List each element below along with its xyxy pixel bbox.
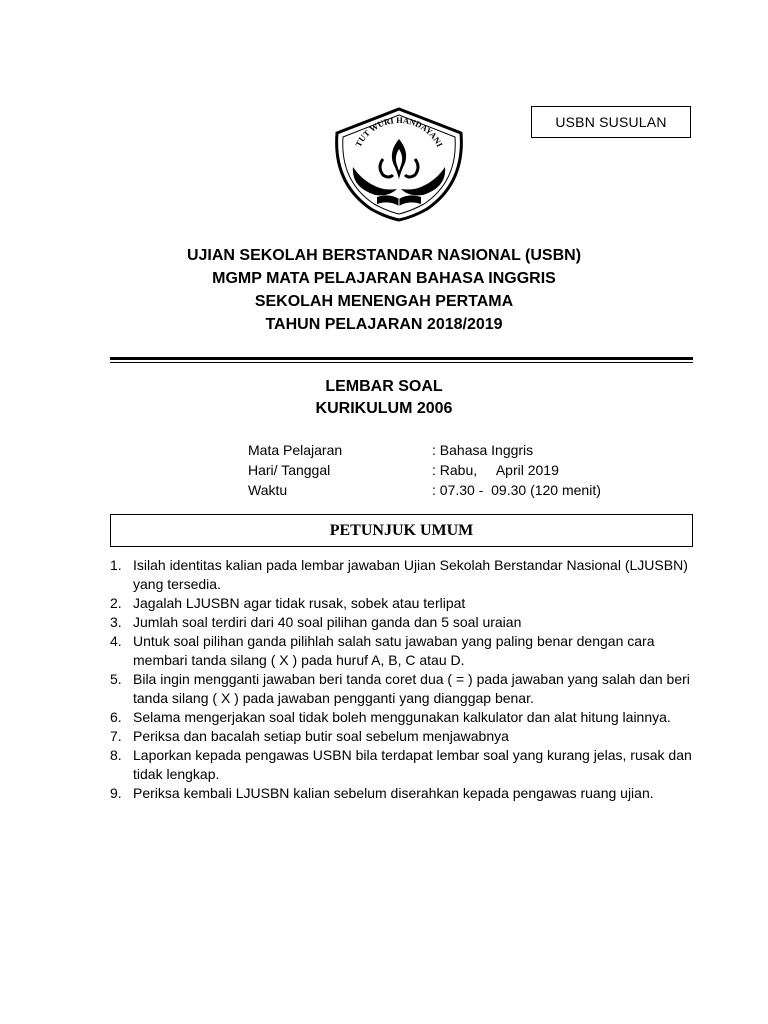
header-line-1: UJIAN SEKOLAH BERSTANDAR NASIONAL (USBN) [186, 247, 582, 264]
item-text: Isilah identitas kalian pada lembar jawaban Ujian Sekolah Berstandar Nasional (LJUSBN) yang tersedia. [133, 557, 688, 592]
date-value: : Rabu, April 2019 [432, 462, 559, 478]
sheet-title: LEMBAR SOAL [325, 378, 443, 395]
instructions-list [110, 556, 695, 803]
item-text: Jagalah LJUSBN agar tidak rusak, sobek atau terlipat [133, 595, 466, 611]
time-label: Waktu [248, 482, 288, 498]
time-value: : 07.30 - 09.30 (120 menit) [432, 482, 601, 498]
info-row-time [248, 480, 601, 500]
list-item [110, 727, 695, 746]
item-text: Jumlah soal terdiri dari 40 soal pilihan ganda dan 5 soal uraian [133, 614, 522, 630]
item-number: 1. [110, 557, 122, 573]
item-text: Periksa kembali LJUSBN kalian sebelum diserahkan kepada pengawas ruang ujian. [133, 785, 654, 801]
list-item [110, 746, 695, 784]
exam-info-table [248, 440, 601, 500]
item-text: Laporkan kepada pengawas USBN bila terdapat lembar soal yang kurang jelas, rusak dan tidak lengkap. [133, 747, 692, 782]
date-label: Hari/ Tanggal [248, 462, 331, 478]
info-row-date [248, 460, 601, 480]
header-line-3: SEKOLAH MENENGAH PERTAMA [254, 293, 514, 310]
item-text: Selama mengerjakan soal tidak boleh menggunakan kalkulator dan alat hitung lainnya. [133, 709, 671, 725]
item-number: 6. [110, 709, 122, 725]
header-line-2: MGMP MATA PELAJARAN BAHASA INGGRIS [212, 270, 556, 287]
badge-label: USBN SUSULAN [555, 114, 667, 130]
tut-wuri-handayani-logo [331, 105, 467, 223]
list-item [110, 556, 695, 594]
general-instructions-heading [110, 514, 693, 547]
item-text: Periksa dan bacalah setiap butir soal sebelum menjawabnya [133, 728, 509, 744]
list-item [110, 632, 695, 670]
header-divider-thick [110, 357, 693, 360]
subject-label: Mata Pelajaran [248, 442, 343, 458]
section-title: PETUNJUK UMUM [329, 521, 474, 539]
exam-header [0, 244, 768, 336]
item-number: 2. [110, 595, 122, 611]
header-divider-thin [110, 362, 693, 363]
item-number: 4. [110, 633, 122, 649]
list-item [110, 613, 695, 632]
item-number: 5. [110, 671, 122, 687]
logo-motto: TUT WURI HANDAYANI [353, 114, 445, 149]
subject-value: : Bahasa Inggris [432, 442, 534, 458]
usbn-susulan-badge [531, 106, 691, 138]
list-item [110, 594, 695, 613]
item-number: 7. [110, 728, 122, 744]
sheet-title-block [0, 376, 768, 420]
item-number: 9. [110, 785, 122, 801]
info-row-subject [248, 440, 601, 460]
list-item [110, 670, 695, 708]
item-number: 3. [110, 614, 122, 630]
item-text: Untuk soal pilihan ganda pilihlah salah satu jawaban yang paling benar dengan cara membari tanda silang ( X ) pada huruf A, B, C atau D. [133, 633, 655, 668]
header-line-4: TAHUN PELAJARAN 2018/2019 [265, 316, 503, 333]
curriculum-title: KURIKULUM 2006 [315, 400, 453, 417]
item-number: 8. [110, 747, 122, 763]
list-item [110, 708, 695, 727]
item-text: Bila ingin mengganti jawaban beri tanda coret dua ( = ) pada jawaban yang salah dan beri tanda silang ( X ) pada jawaban pengganti yang dianggap benar. [133, 671, 690, 706]
list-item [110, 784, 695, 803]
